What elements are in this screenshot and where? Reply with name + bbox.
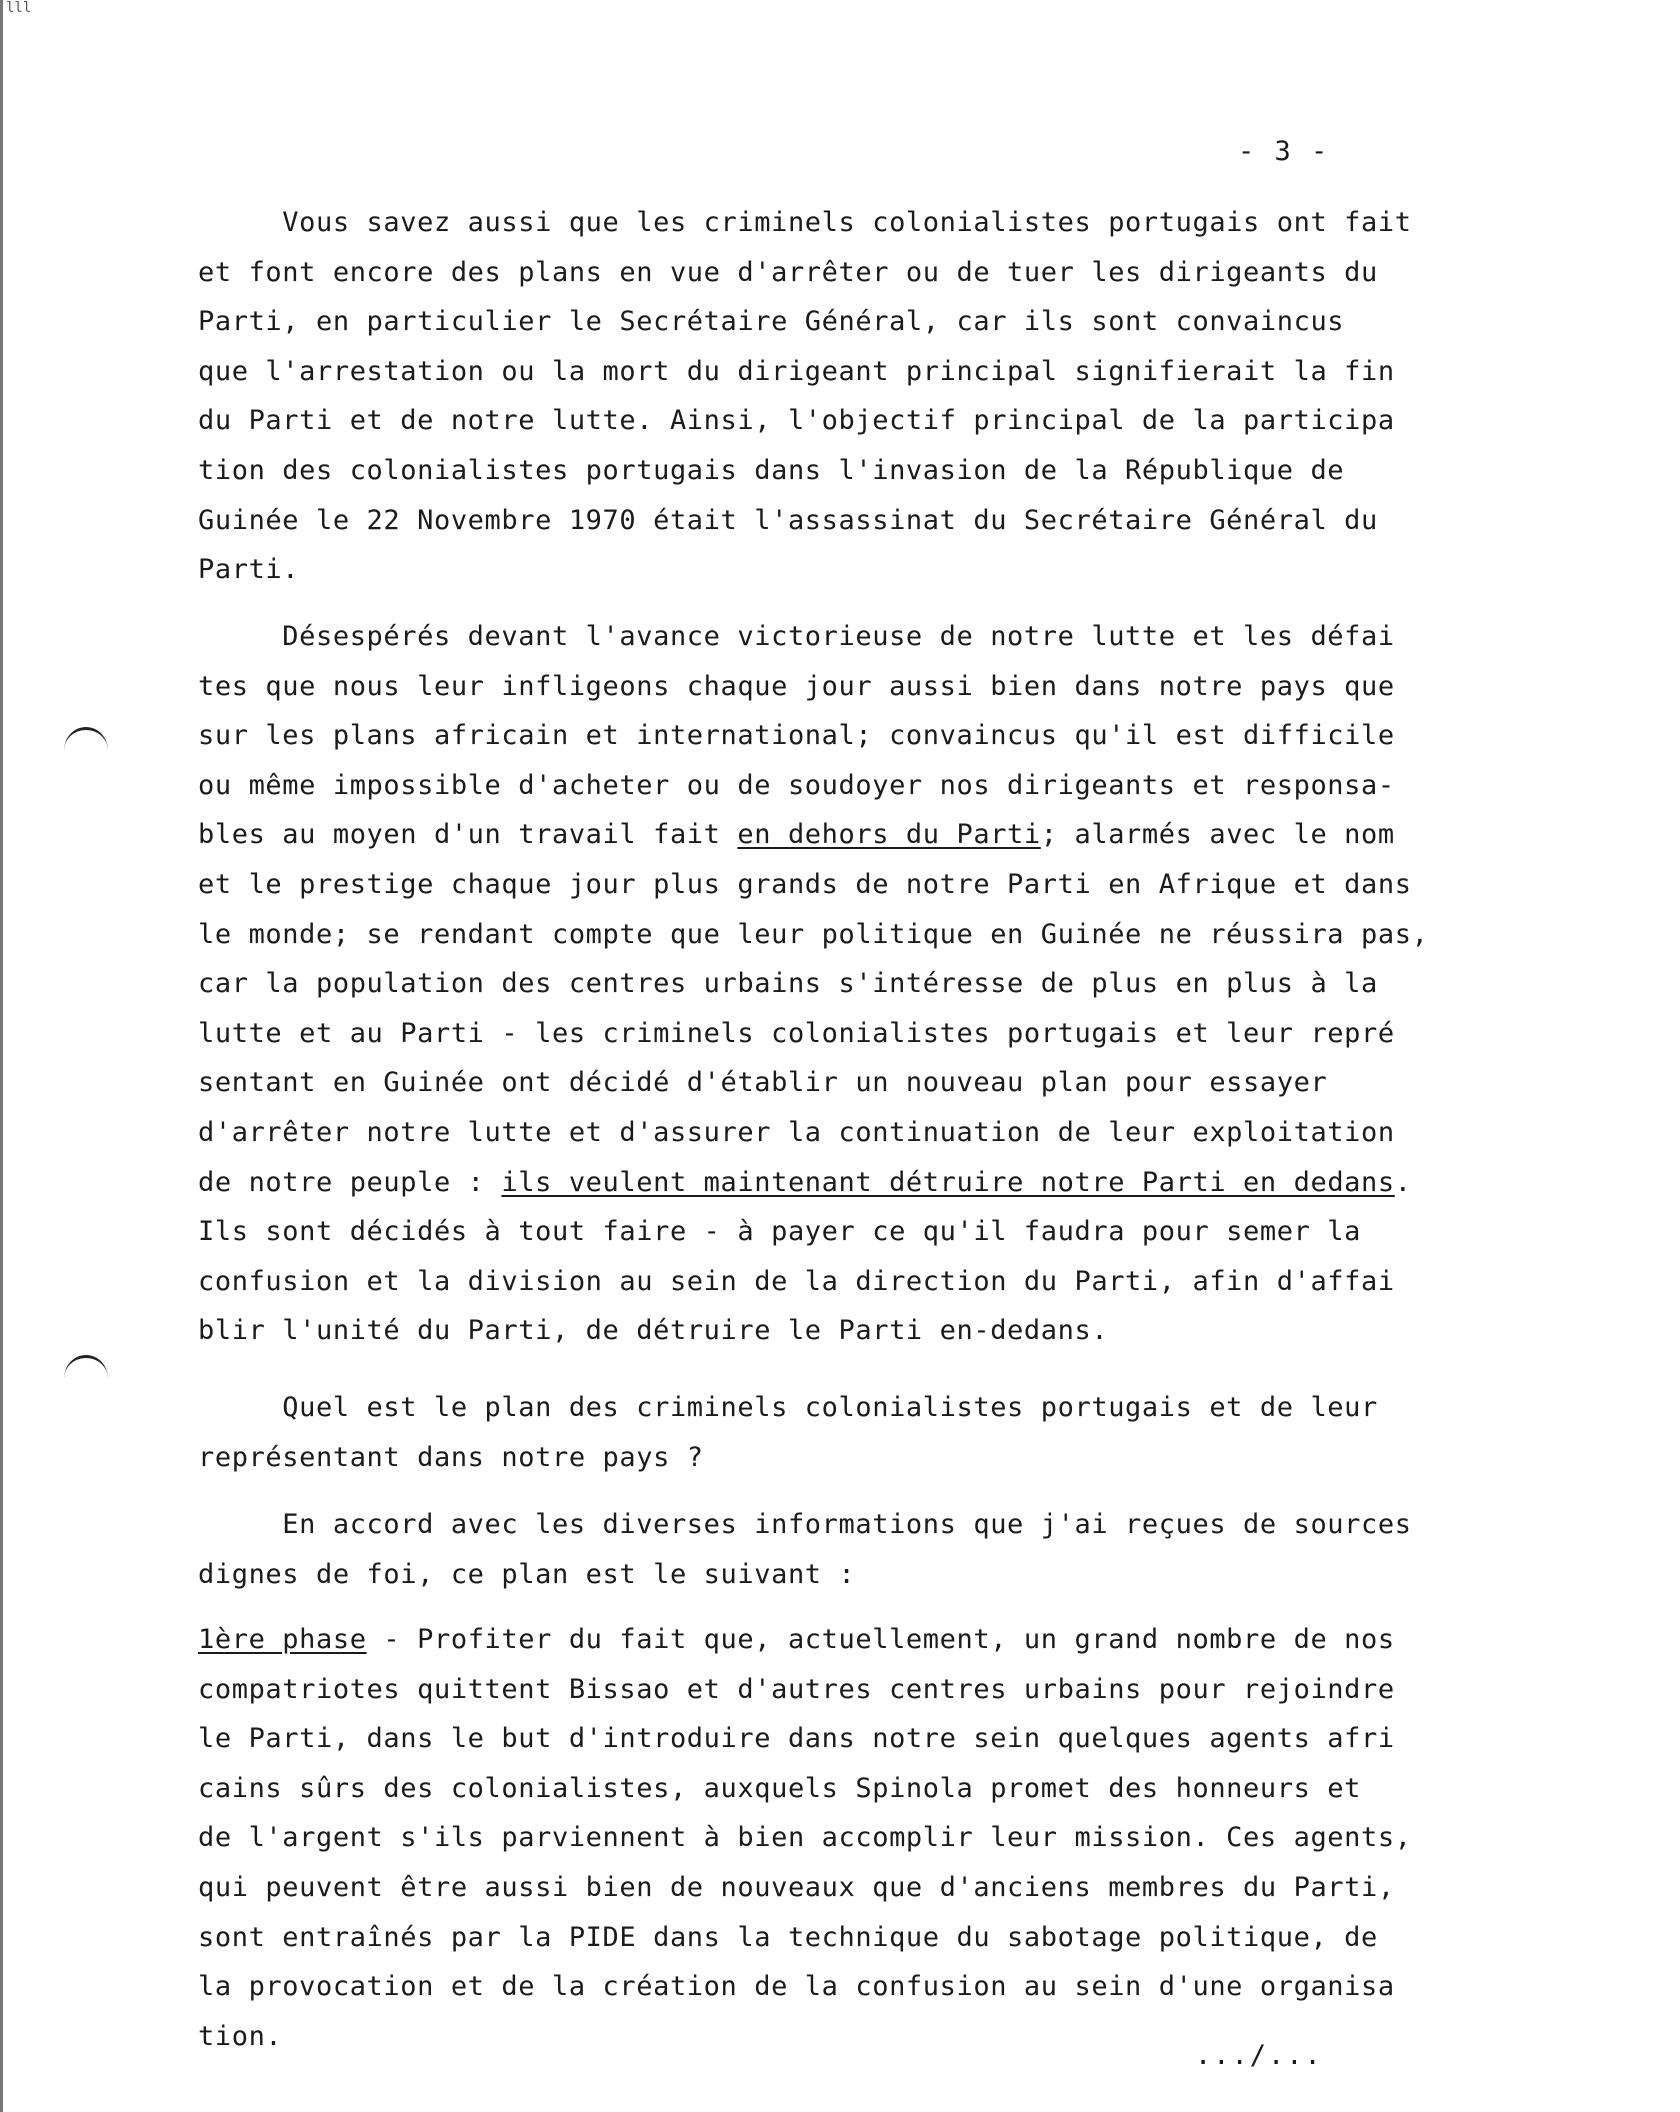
paragraph-2 [198,612,1618,1356]
text-segment: - Profiter du fait que, actuellement, un grand nombre de nos [366,1624,1395,1655]
punch-hole-mark [64,727,108,774]
paragraph-3 [198,1383,1618,1482]
text-line: car la population des centres urbains s'intéresse de plus en plus à la [198,968,1378,1000]
text-line: compatriotes quittent Bissao et d'autres centres urbains pour rejoindre [198,1673,1395,1705]
paragraph-4 [198,1500,1618,1599]
text-line [198,1158,1618,1208]
punch-hole-mark [64,1355,108,1402]
text-line: lutte et au Parti - les criminels colonialistes portugais et leur repré [198,1017,1395,1049]
text-line: blir l'unité du Parti, de détruire le Parti en-dedans. [198,1315,1109,1347]
text-line: tion des colonialistes portugais dans l'invasion de la République de [198,454,1345,486]
scan-top-mark: lll [6,0,32,16]
text-line: d'arrêter notre lutte et d'assurer la continuation de leur exploitation [198,1116,1395,1148]
text-line: tes que nous leur infligeons chaque jour aussi bien dans notre pays que [198,670,1395,702]
text-line: sur les plans africain et international; convaincus qu'il est difficile [198,720,1395,752]
text-line: ou même impossible d'acheter ou de soudoyer nos dirigeants et responsa- [198,769,1395,801]
text-line: confusion et la division au sein de la direction du Parti, afin d'affai [198,1265,1395,1297]
text-line: représentant dans notre pays ? [198,1441,704,1473]
text-line: Désespérés devant l'avance victorieuse de notre lutte et les défai [198,621,1395,652]
text-line: et font encore des plans en vue d'arrêter ou de tuer les dirigeants du [198,256,1378,288]
text-line: le monde; se rendant compte que leur politique en Guinée ne réussira pas, [198,918,1429,950]
text-segment: ; alarmés avec le nom [1040,819,1395,851]
text-line: tion. [198,2020,283,2052]
text-line: que l'arrestation ou la mort du dirigeant principal signifierait la fin [198,355,1395,387]
text-line: et le prestige chaque jour plus grands de notre Parti en Afrique et dans [198,868,1412,900]
text-line: Parti, en particulier le Secrétaire Général, car ils sont convaincus [198,306,1345,338]
text-line: Ils sont décidés à tout faire - à payer ce qu'il faudra pour semer la [198,1216,1362,1248]
underlined-phrase: ils veulent maintenant détruire notre Parti en dedans [501,1166,1395,1198]
text-segment: bles au moyen d'un travail fait [198,819,738,851]
continuation-marker: .../... [1195,2040,1323,2071]
paragraph-5 [198,1615,1618,2061]
phase-label: 1ère phase [198,1624,367,1655]
page-number: - 3 - [1238,136,1330,167]
text-line: sont entraînés par la PIDE dans la technique du sabotage politique, de [198,1921,1378,1953]
text-line: Guinée le 22 Novembre 1970 était l'assassinat du Secrétaire Général du [198,504,1378,536]
text-line: Vous savez aussi que les criminels colonialistes portugais ont fait [198,207,1412,238]
text-line: cains sûrs des colonialistes, auxquels Spinola promet des honneurs et [198,1772,1362,1804]
underlined-phrase: en dehors du Parti [737,819,1041,851]
paragraph-1 [198,198,1618,595]
text-line [198,810,1618,860]
text-line: le Parti, dans le but d'introduire dans notre sein quelques agents afri [198,1723,1395,1755]
text-line: dignes de foi, ce plan est le suivant : [198,1558,856,1590]
text-line: la provocation et de la création de la confusion au sein d'une organisa [198,1971,1395,2003]
text-line: sentant en Guinée ont décidé d'établir un nouveau plan pour essayer [198,1067,1328,1099]
text-line [198,1615,1618,1665]
text-segment: . [1394,1166,1412,1198]
scan-left-edge [0,0,3,2112]
text-line: qui peuvent être aussi bien de nouveaux que d'anciens membres du Parti, [198,1871,1395,1903]
text-line: de l'argent s'ils parviennent à bien accomplir leur mission. Ces agents, [198,1822,1412,1854]
text-line: Parti. [198,554,300,586]
text-line: du Parti et de notre lutte. Ainsi, l'objectif principal de la participa [198,405,1395,437]
text-line: En accord avec les diverses informations que j'ai reçues de sources [198,1509,1412,1540]
text-line: Quel est le plan des criminels colonialistes portugais et de leur [198,1392,1378,1423]
text-segment: de notre peuple : [198,1166,502,1198]
